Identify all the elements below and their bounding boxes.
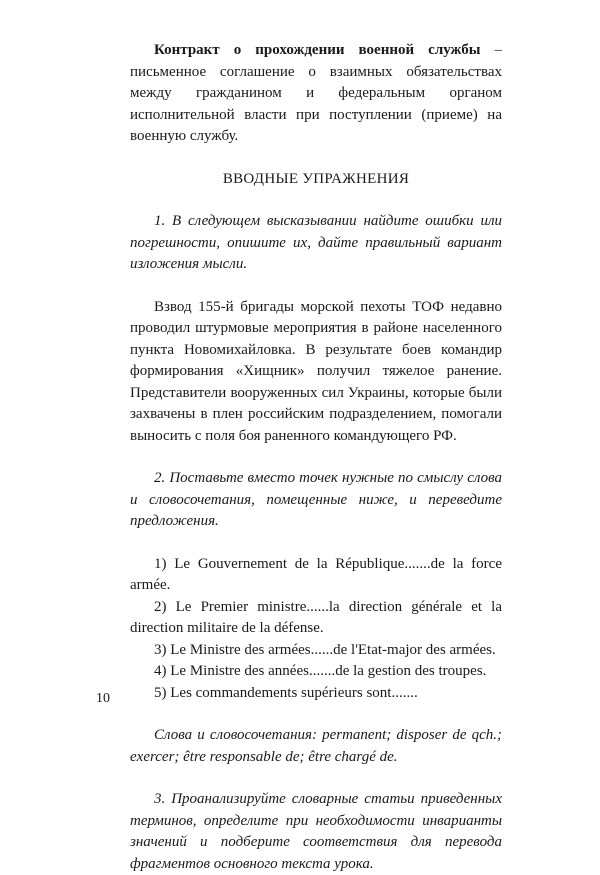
- definition-text: – письменное соглашение о взаимных обязательствах между гражданином и федеральным органом исполнительной власти при поступлении (приеме) на военную службу.: [130, 42, 503, 144]
- page-number: 10: [96, 691, 110, 706]
- section-heading: ВВОДНЫЕ УПРАЖНЕНИЯ: [222, 170, 410, 187]
- list-item: 5) Les commandements supérieurs sont.......: [154, 684, 418, 701]
- exercise-2-instruction: 2. Поставьте вместо точек нужные по смыслу слова и словосочетания, помещенные ниже, и переведите предложения.: [130, 470, 502, 529]
- exercise-1-instruction: 1. В следующем высказывании найдите ошибки или погрешности, опишите их, дайте правильный вариант изложения мысли.: [130, 213, 502, 272]
- exercise-3-instruction: 3. Проанализируйте словарные статьи приведенных терминов, определите при необходимости инварианты значений и подберите соответствия для перевода фрагментов основного текста урока.: [130, 791, 502, 872]
- definition-term: Контракт о прохождении военной службы: [154, 42, 481, 58]
- exercise-1-text: Взвод 155-й бригады морской пехоты ТОФ недавно проводил штурмовые мероприятия в районе населенного пункта Новомихайловка. В результате боев командир формирования «Хищник» получил тяжелое ранение. Представители вооруженных сил Украины, которые были захвачены в плен российским подразделением, помогали выносить с поля боя раненного командующего РФ.: [130, 298, 502, 444]
- list-item: 4) Le Ministre des années.......de la gestion des troupes.: [154, 663, 487, 679]
- exercise-2-words: Слова и словосочетания: permanent; disposer de qch.; exercer; être responsable de; être chargé de.: [130, 727, 502, 765]
- exercise-2-list: [130, 554, 502, 705]
- list-item: 2) Le Premier ministre......la direction générale et la direction militaire de la défense.: [130, 598, 502, 636]
- definition-paragraph: [130, 40, 502, 148]
- list-item: 3) Le Ministre des armées......de l'Etat-major des armées.: [154, 641, 496, 658]
- list-item: 1) Le Gouvernement de la République.......de la force armée.: [130, 555, 502, 593]
